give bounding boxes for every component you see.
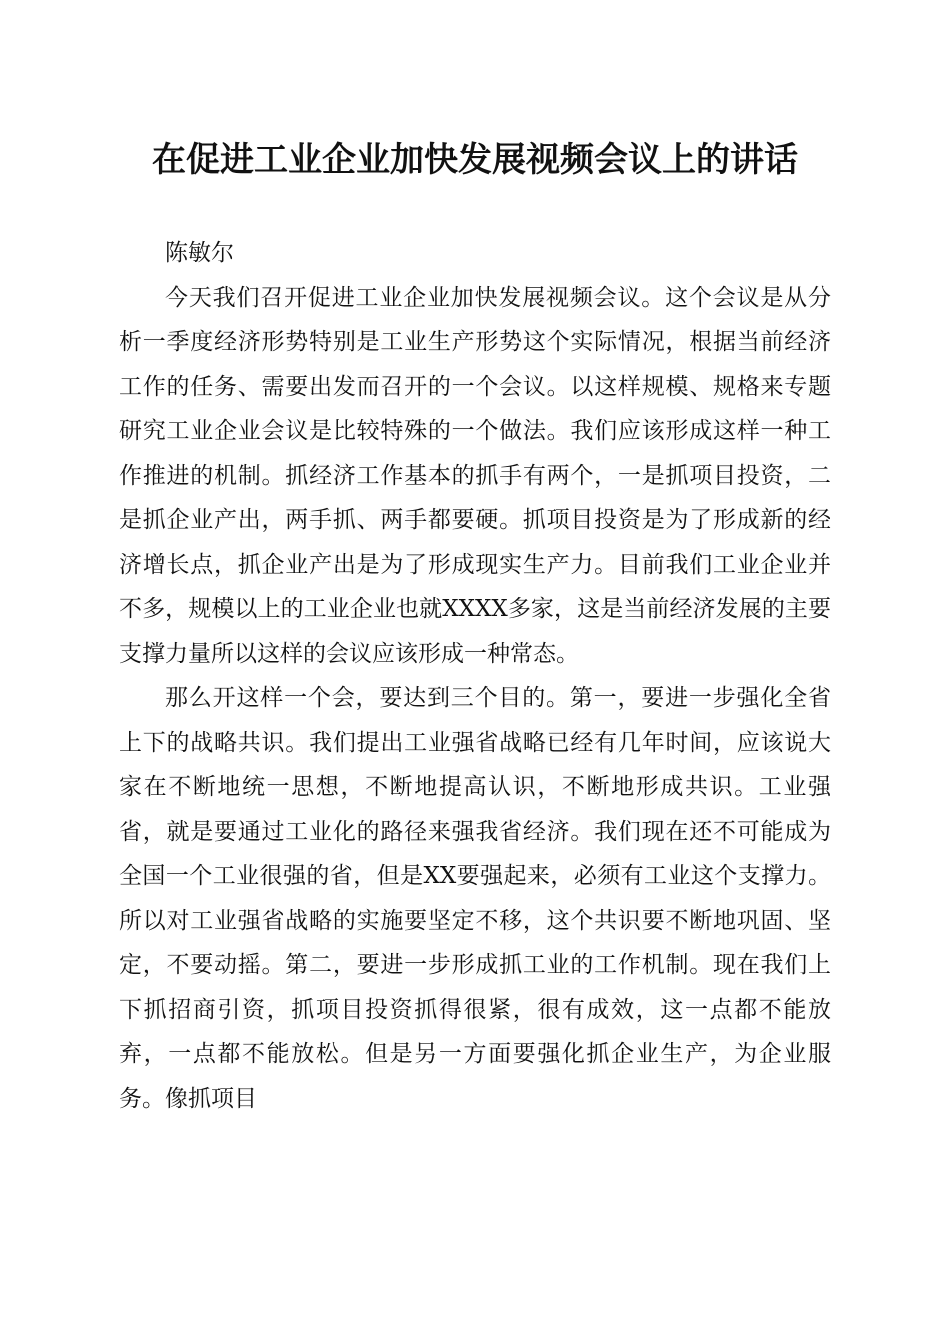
paragraph-1: 今天我们召开促进工业企业加快发展视频会议。这个会议是从分析一季度经济形势特别是工业生产形势这个实际情况，根据当前经济工作的任务、需要出发而召开的一个会议。以这样规模、规格来专题研究工业企业会议是比较特殊的一个做法。我们应该形成这样一种工作推进的机制。抓经济工作基本的抓手有两个，一是抓项目投资，二是抓企业产出，两手抓、两手都要硬。抓项目投资是为了形成新的经济增长点，抓企业产出是为了形成现实生产力。目前我们工业企业并不多，规模以上的工业企业也就XXXX多家，这是当前经济发展的主要支撑力量所以这样的会议应该形成一种常态。 — [119, 284, 831, 667]
paragraph-2: 那么开这样一个会，要达到三个目的。第一，要进一步强化全省上下的战略共识。我们提出工业强省战略已经有几年时间，应该说大家在不断地统一思想，不断地提高认识，不断地形成共识。工业强省，就是要通过工业化的路径来强我省经济。我们现在还不可能成为全国一个工业很强的省，但是XX要强起来，必须有工业这个支撑力。所以对工业强省战略的实施要坚定不移，这个共识要不断地巩固、坚定，不要动摇。第二，要进一步形成抓工业的工作机制。现在我们上下抓招商引资，抓项目投资抓得很紧，很有成效，这一点都不能放弃，一点都不能放松。但是另一方面要强化抓企业生产，为企业服务。像抓项目 — [119, 685, 831, 1112]
author-name: 陈敏尔 — [165, 240, 234, 266]
document-body — [119, 231, 831, 1121]
document-title: 在促进工业企业加快发展视频会议上的讲话 — [152, 140, 798, 180]
